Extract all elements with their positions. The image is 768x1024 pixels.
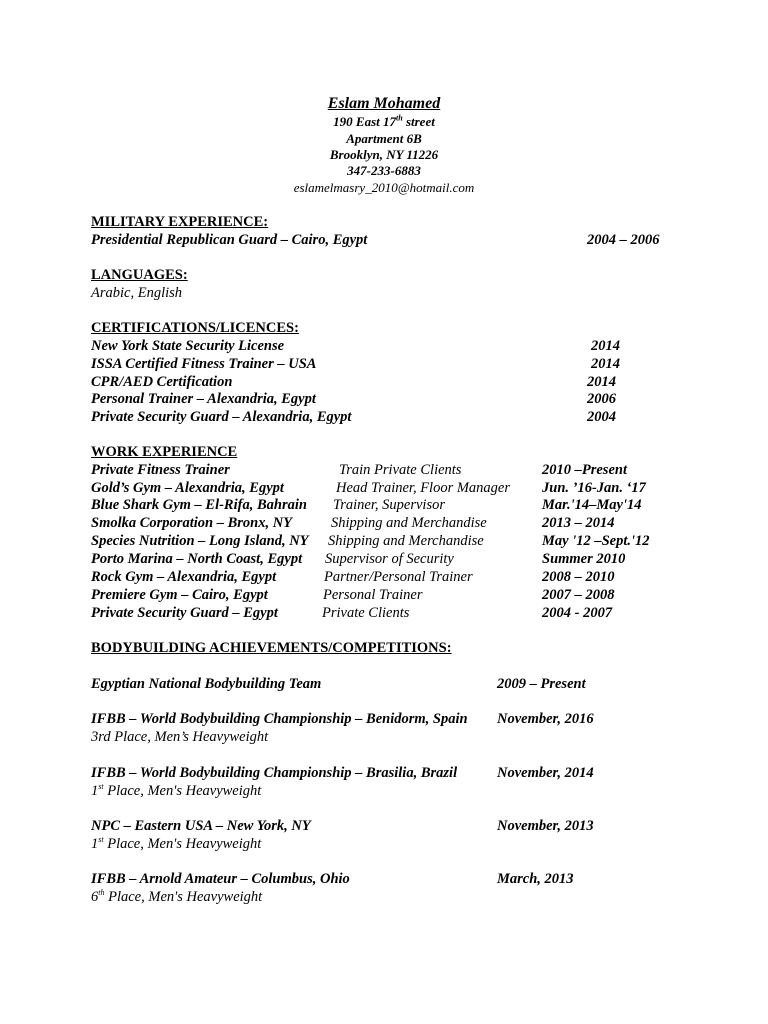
work-role: Train Private Clients	[339, 462, 462, 478]
work-role: Partner/Personal Trainer	[324, 569, 473, 585]
work-dates: 2007 – 2008	[542, 587, 615, 603]
work-employer: Smolka Corporation – Bronx, NY	[91, 515, 293, 531]
team-dates: 2009 – Present	[497, 676, 586, 692]
event-placing: 6th Place, Men's Heavyweight	[91, 888, 263, 905]
section-heading-military: MILITARY EXPERIENCE:	[91, 214, 269, 230]
event-date: November, 2014	[497, 765, 594, 781]
work-employer: Private Security Guard – Egypt	[91, 605, 278, 621]
work-employer: Private Fitness Trainer	[91, 462, 230, 478]
work-dates: 2004 - 2007	[542, 605, 613, 621]
event-placing: 3rd Place, Men’s Heavyweight	[91, 729, 269, 745]
section-heading-work: WORK EXPERIENCE	[91, 444, 238, 460]
languages-value: Arabic, English	[91, 285, 183, 301]
work-role: Private Clients	[322, 605, 410, 621]
work-dates: Jun. ’16-Jan. ‘17	[542, 480, 646, 496]
cert-year: 2014	[591, 356, 620, 372]
cert-year: 2014	[591, 338, 620, 354]
address-apartment: Apartment 6B	[346, 131, 422, 146]
work-dates: Mar.'14–May'14	[542, 497, 642, 513]
work-employer: Blue Shark Gym – El-Rifa, Bahrain	[91, 497, 307, 513]
work-role: Trainer, Supervisor	[333, 497, 445, 513]
cert-year: 2006	[587, 391, 616, 407]
event-name: IFBB – World Bodybuilding Championship – Brasilia, Brazil	[91, 765, 458, 781]
section-heading-bodybuilding: BODYBUILDING ACHIEVEMENTS/COMPETITIONS:	[91, 640, 452, 656]
event-name: NPC – Eastern USA – New York, NY	[91, 818, 311, 834]
work-employer: Rock Gym – Alexandria, Egypt	[91, 569, 277, 585]
event-placing: 1st Place, Men's Heavyweight	[91, 835, 262, 852]
cert-year: 2014	[587, 374, 616, 390]
work-dates: 2013 – 2014	[542, 515, 615, 531]
section-heading-certifications: CERTIFICATIONS/LICENCES:	[91, 320, 299, 336]
cert-year: 2004	[587, 409, 616, 425]
work-role: Supervisor of Security	[325, 551, 454, 567]
cert-name: New York State Security License	[91, 338, 285, 354]
work-dates: 2008 – 2010	[542, 569, 615, 585]
address-city: Brooklyn, NY 11226	[329, 147, 439, 162]
section-heading-languages: LANGUAGES:	[91, 267, 188, 283]
event-placing: 1st Place, Men's Heavyweight	[91, 782, 262, 799]
event-date: March, 2013	[497, 871, 574, 887]
work-employer: Porto Marina – North Coast, Egypt	[91, 551, 303, 567]
address-street: 190 East 17th street	[333, 113, 435, 129]
work-dates: May '12 –Sept.'12	[542, 533, 650, 549]
email-address: eslamelmasry_2010@hotmail.com	[293, 180, 475, 195]
cert-name: Personal Trainer – Alexandria, Egypt	[91, 391, 316, 407]
work-employer: Gold’s Gym – Alexandria, Egypt	[91, 480, 284, 496]
work-employer: Species Nutrition – Long Island, NY	[91, 533, 309, 549]
work-role: Shipping and Merchandise	[331, 515, 487, 531]
event-date: November, 2016	[497, 711, 594, 727]
work-dates: 2010 –Present	[542, 462, 627, 478]
military-years: 2004 – 2006	[587, 232, 660, 248]
military-item: Presidential Republican Guard – Cairo, Egypt	[91, 232, 368, 248]
resume-name: Eslam Mohamed	[327, 95, 441, 112]
work-role: Head Trainer, Floor Manager	[336, 480, 510, 496]
cert-name: CPR/AED Certification	[91, 374, 233, 390]
event-name: IFBB – Arnold Amateur – Columbus, Ohio	[91, 871, 350, 887]
work-dates: Summer 2010	[542, 551, 626, 567]
work-role: Shipping and Merchandise	[328, 533, 484, 549]
cert-name: ISSA Certified Fitness Trainer – USA	[91, 356, 317, 372]
work-role: Personal Trainer	[323, 587, 423, 603]
cert-name: Private Security Guard – Alexandria, Egypt	[91, 409, 352, 425]
team-name: Egyptian National Bodybuilding Team	[91, 676, 322, 692]
event-date: November, 2013	[497, 818, 594, 834]
work-employer: Premiere Gym – Cairo, Egypt	[91, 587, 268, 603]
event-name: IFBB – World Bodybuilding Championship – Benidorm, Spain	[91, 711, 468, 727]
phone-number: 347-233-6883	[347, 163, 421, 178]
